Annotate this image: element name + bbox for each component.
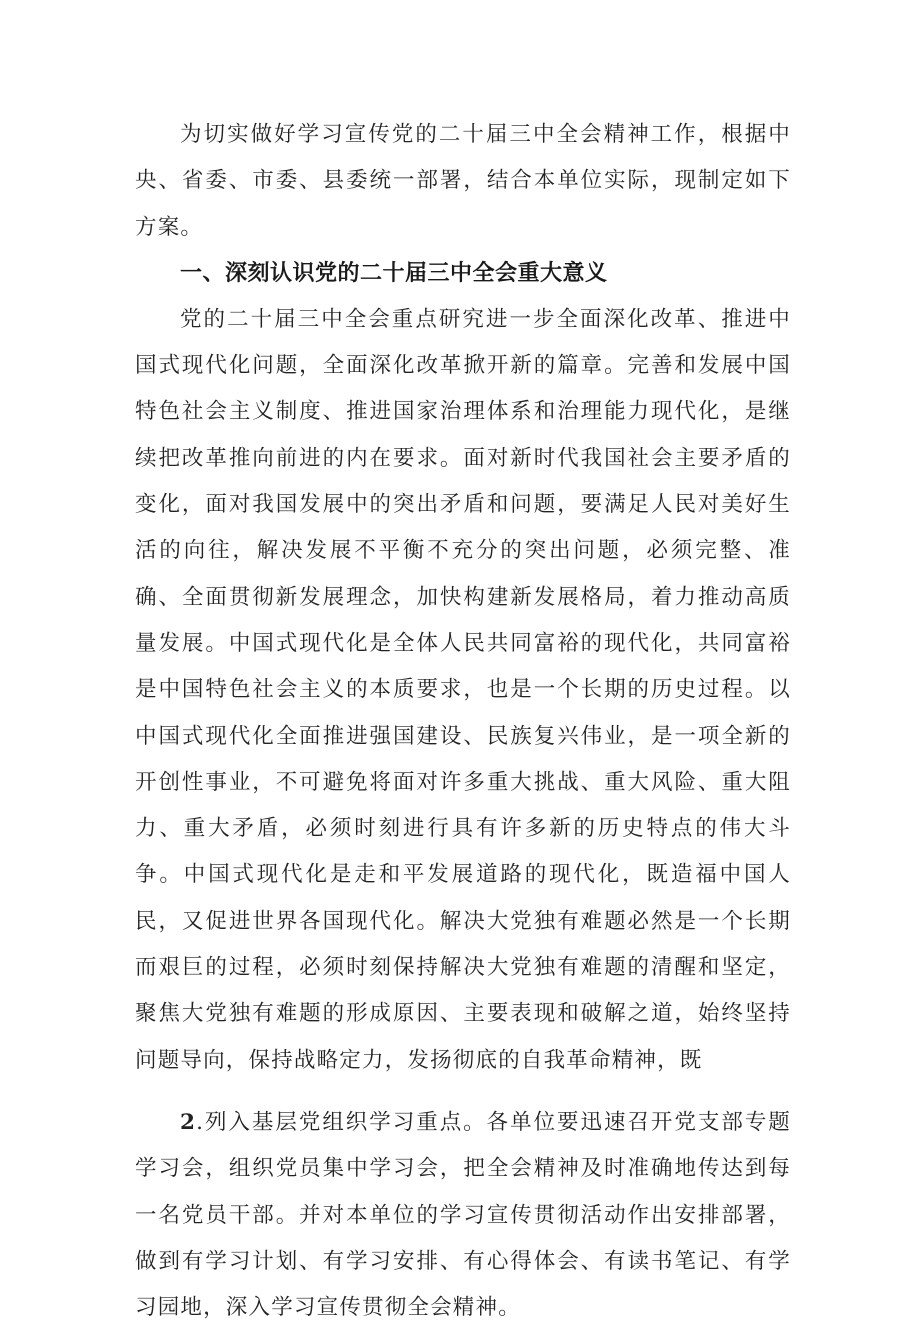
intro-paragraph: 为切实做好学习宣传党的二十届三中全会精神工作，根据中央、省委、市委、县委统一部署，结合本单位实际，现制定如下方案。: [135, 122, 791, 240]
item-text: .列入基层党组织学习重点。各单位要迅速召开党支部专题学习会，组织党员集中学习会，把全会精神及时准确地传达到每一名党员干部。并对本单位的学习宣传贯彻活动作出安排部署，做到有学习计划、有学习安排、有心得体会、有读书笔记、有学习园地，深入学习宣传贯彻全会精神。: [135, 1109, 791, 1321]
section-heading: 一、深刻认识党的二十届三中全会重大意义: [180, 260, 608, 286]
paragraph-gap: [135, 1084, 791, 1100]
item-2-paragraph: [135, 1100, 791, 1331]
section-body-paragraph: 党的二十届三中全会重点研究进一步全面深化改革、推进中国式现代化问题，全面深化改革掀开新的篇章。完善和发展中国特色社会主义制度、推进国家治理体系和治理能力现代化，是继续把改革推向前进的内在要求。面对新时代我国社会主要矛盾的变化，面对我国发展中的突出矛盾和问题，要满足人民对美好生活的向往，解决发展不平衡不充分的突出问题，必须完整、准确、全面贯彻新发展理念，加快构建新发展格局，着力推动高质量发展。中国式现代化是全体人民共同富裕的现代化，共同富裕是中国特色社会主义的本质要求，也是一个长期的历史过程。以中国式现代化全面推进强国建设、民族复兴伟业，是一项全新的开创性事业，不可避免将面对许多重大挑战、重大风险、重大阻力、重大矛盾，必须时刻进行具有许多新的历史特点的伟大斗争。中国式现代化是走和平发展道路的现代化，既造福中国人民，又促进世界各国现代化。解决大党独有难题必然是一个长期而艰巨的过程，必须时刻保持解决大党独有难题的清醒和坚定，聚焦大党独有难题的形成原因、主要表现和破解之道，始终坚持问题导向，保持战略定力，发扬彻底的自我革命精神，既: [135, 306, 791, 1073]
item-number: 2: [180, 1109, 197, 1135]
document-body: [135, 112, 791, 1331]
